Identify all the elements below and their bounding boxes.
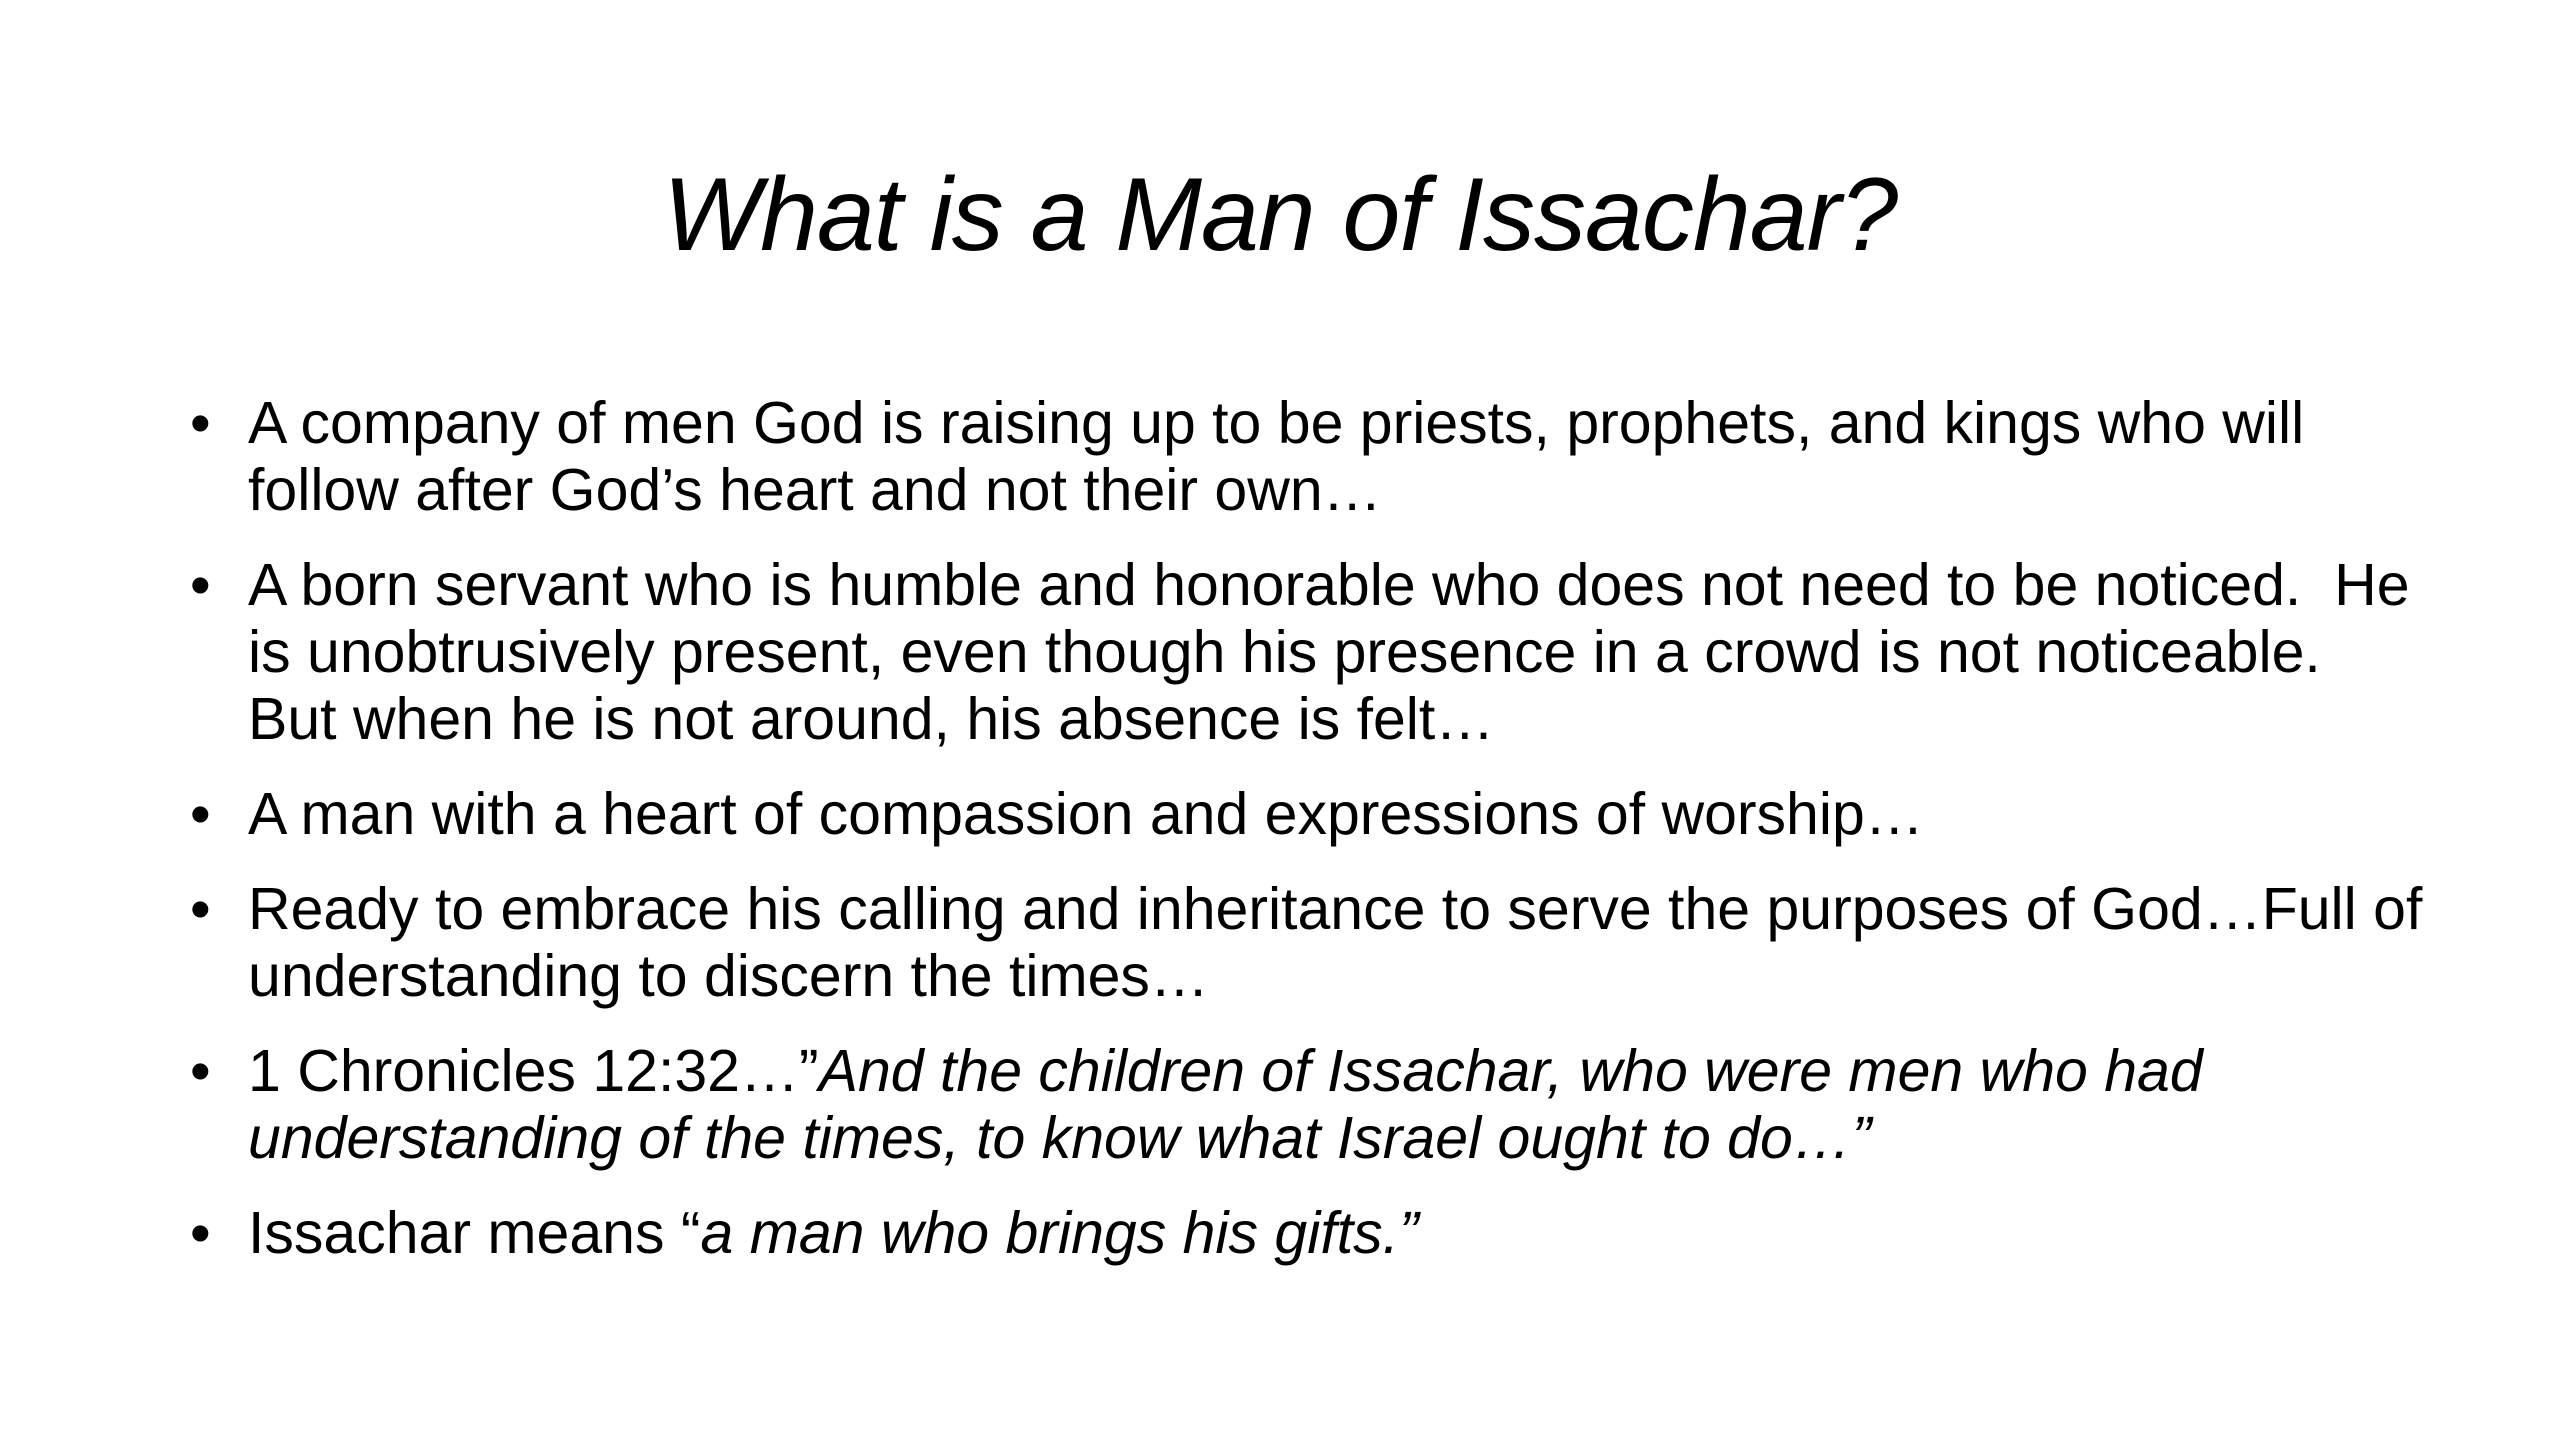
bullet-text-meaning: a man who brings his gifts.” [700,1200,1419,1266]
bullet-text: A born servant who is humble and honorable who does not need to be noticed. He is unobtrusively present, even though his presence in a crowd is not noticeable. But when he is not around, his absence is felt… [248,552,2426,752]
bullet-dot: • [190,781,211,847]
bullet-text: Ready to embrace his calling and inheritance to serve the purposes of God…Full of understanding to discern the times… [248,876,2423,1009]
bullet-dot: • [190,390,211,456]
bullet-item-chronicles-quote [190,1038,2430,1172]
bullet-item-born-servant [190,552,2430,753]
bullet-text: A man with a heart of compassion and expressions of worship… [248,781,1924,847]
slide-title: What is a Man of Issachar? [662,157,1898,273]
bullet-text-reference: 1 Chronicles 12:32…” [248,1038,819,1104]
bullet-text: A company of men God is raising up to be priests, prophets, and kings who will follow after God’s heart and not their own… [248,390,2305,523]
bullet-item-compassion-worship [190,781,2430,848]
bullet-item-priests-prophets-kings [190,390,2430,524]
bullet-dot: • [190,552,211,618]
bullet-text-lead: Issachar means “ [248,1200,701,1266]
bullet-text-quote: And the children of Issachar, who were men who had understanding of the times, to know what Israel ought to do…” [248,1038,2203,1171]
bullet-dot: • [190,1038,211,1104]
bullet-item-issachar-meaning [190,1200,2430,1267]
bullet-dot: • [190,876,211,942]
bullet-dot: • [190,1200,211,1266]
bullet-list [190,390,2430,1295]
bullet-item-embrace-calling [190,876,2430,1010]
